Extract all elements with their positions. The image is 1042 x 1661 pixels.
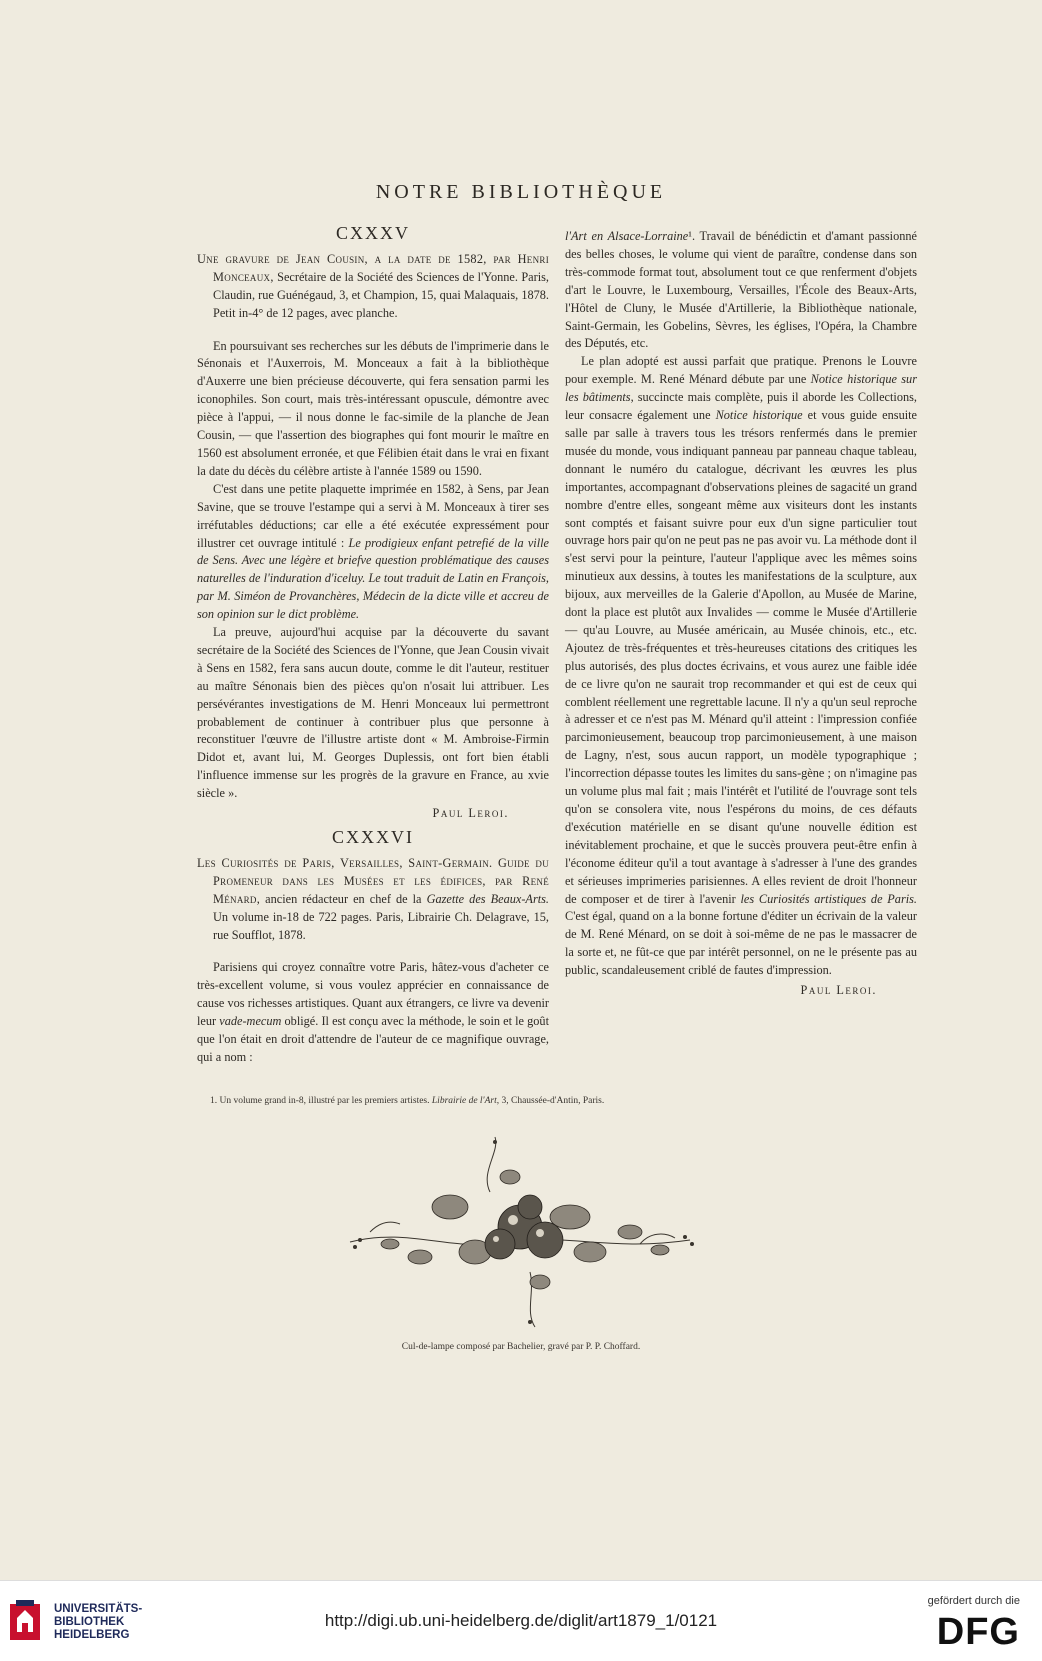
biblio-author: Une gravure de Jean Cousin, a la date de 1582, par Henri Monceaux, <box>197 251 549 284</box>
section-title: Notice historique <box>715 408 803 423</box>
paragraph <box>565 353 917 980</box>
signature: Paul Leroi. <box>800 983 877 998</box>
bibliographic-entry <box>197 251 549 323</box>
paragraph <box>565 228 917 353</box>
paragraph <box>197 959 549 1066</box>
biblio-author: Les Curiosités de Paris, Versailles, Saint-Germain. Guide du Promeneur dans les Musées et les édifices, par René Ménard, <box>197 855 549 906</box>
left-column <box>197 225 549 1067</box>
paragraph-text: ¹. Travail de bénédictin et d'amant passionné des belles choses, le volume qui vient de paraître, condense dans son très-commode format tout, absolument tout ce que renferment d'objets d'art le Louvre, le Luxembourg, Versailles, l'École des Beaux-Arts, l'Hôtel de Cluny, le Musée d'Artillerie, la Bibliothèque nationale, Saint-Germain, les Gobelins, Sèvres, les églises, l'Opéra, la Chambre des Députés, etc. <box>565 229 917 351</box>
right-column <box>565 228 917 1000</box>
illustration-caption: Cul-de-lampe composé par Bachelier, gravé par P. P. Choffard. <box>401 1342 641 1352</box>
bibliographic-entry <box>197 855 549 945</box>
library-footer <box>0 1580 1042 1661</box>
cul-de-lampe-illustration <box>330 1132 710 1330</box>
paragraph <box>197 481 549 624</box>
book-title: Le prodigieux enfant petrefié de la ville de Sens. Avec une légère et briefve question problématique des causes naturelles de l'induration d'iceluy. Le tout traduit de Latin en François, par M. Siméon de Provanchères, Médecin de la dicte ville et accreu de son opinion sur le dict problème. <box>197 535 549 622</box>
section-number: CXXXV <box>335 223 410 243</box>
footnote-publisher: Librairie de l'Art <box>431 1096 497 1106</box>
page-url-link[interactable]: http://digi.ub.uni-heidelberg.de/diglit/art1879_1/0121 <box>324 1611 718 1630</box>
paragraph: La preuve, aujourd'hui acquise par la découverte du savant secrétaire de la Société des Sciences de l'Yonne, que Jean Cousin vivait à Sens en 1582, fera sans aucun doute, comme le dit l'auteur, restituer au maître Sénonais bien des pièces qu'on n'osait lui attribuer. Les persévérantes investigations de M. Henri Monceaux lui permettront probablement de continuer à contribuer plus que personne à reconstituer l'œuvre de l'illustre artiste dont « M. Ambroise-Firmin Didot et, avant lui, M. Georges Duplessis, ont fort bien établi l'influence immense sur les progrès de la gravure en France, au xvie siècle ». <box>197 625 549 801</box>
signature: Paul Leroi. <box>432 806 509 821</box>
page-title: NOTRE BIBLIOTHÈQUE <box>375 181 667 203</box>
library-name-line: BIBLIOTHEK <box>54 1616 125 1628</box>
book-title: l'Art en Alsace-Lorraine <box>565 229 689 243</box>
paragraph-text: C'est égal, quand on a la bonne fortune d'éditer un écrivain de la valeur de M. René Ménard, on se doit à soi-même de ne pas le massacrer de la sorte et, ne fût-ce que par intérêt personnel, on ne le présente pas au public, scandaleusement criblé de fautes d'impression. <box>565 909 917 978</box>
biblio-details: Un volume in-18 de 722 pages. Paris, Librairie Ch. Delagrave, 15, rue Soufflot, 1878. <box>213 909 549 942</box>
paragraph-text: Parisiens qui croyez connaître votre Paris, hâtez-vous d'acheter ce très-excellent volume, si vous voulez apprécier en connaissance de cause vos richesses artistiques. Quant aux étrangers, ce livre va devenir leur <box>197 960 549 1029</box>
section-number: CXXXVI <box>332 827 414 847</box>
book-title: les Curiosités artistiques de Paris. <box>740 891 918 906</box>
library-name-line: UNIVERSITÄTS- <box>54 1603 143 1615</box>
biblio-details: Secrétaire de la Société des Sciences de l'Yonne. Paris, Claudin, rue Guénégaud, 3, et Champion, 15, quai Malaquais, 1878. Petit in-4° de 12 pages, avec planche. <box>213 269 549 320</box>
journal-title: Gazette des Beaux-Arts. <box>426 891 550 906</box>
paragraph: En poursuivant ses recherches sur les débuts de l'imprimerie dans le Sénonais et l'Auxerrois, M. Monceaux a fait à la bibliothèque d'Auxerre une bien précieuse découverte, qui fera sensation parmi les iconophiles. Son court, mais très-intéressant opuscule, démontre avec pièce à l'appui, — il nous donne le fac-simile de la planche de Jean Cousin, — que l'assertion des biographes qui font mourir le maître en 1560 est absolument erronée, et que Félibien était dans le vrai en fixant la date du décès du célèbre artiste à l'année 1589 ou 1590. <box>197 338 549 478</box>
paragraph-text: obligé. Il est conçu avec la méthode, le soin et le goût que l'on était en droit d'attendre de l'auteur de ce magnifique ouvrage, qui a nom : <box>197 1014 549 1064</box>
paragraph-text: C'est dans une petite plaquette imprimée en 1582, à Sens, par Jean Savine, que se trouve l'estampe qui a servi à M. Monceaux à tirer ses irréfutables déductions; car elle a été exécutée expressément pour illustrer cet ouvrage intitulé : <box>197 481 549 550</box>
biblio-details: ancien rédacteur en chef de la <box>265 891 422 906</box>
paragraph-text: et vous guide ensuite salle par salle à travers tous les trésors renfermés dans le premier musée du monde, vous indiquant panneau par panneau chaque tableau, donnant le numéro du catalogue, décrivant les œuvres les plus importantes, accompagnant d'observations pleines de sagacité un grand nombre d'entre elles, songeant même aux visiteurs dont les instants sont comptés et faisant suivre pour eux d'un signe particulier tout ouvrage hors pair qu'on ne peut pas ne pas avoir vu. La méthode dont il s'est servi pour la peinture, l'auteur l'applique avec les mêmes soins minutieux aux dessins, à toutes les manifestations de la sculpture, aux bijoux, aux merveilles de la Galerie d'Apollon, au Musée de Marine, dont la place est plutôt aux Invalides — comme le Musée d'Artillerie — qu'au Louvre, au Musée américain, au Musée chinois, etc., etc. Ajoutez de très-fréquentes et très-heureuses citations des critiques les plus autorisés, des plus doctes écrivains, et vous aurez une faible idée de ce livre qu'on ne saurait trop recommander et qui est de ceux qui comblent réellement une regrettable lacune. Il n'y a qu'un seul reproche à adresser et ce n'est pas M. Ménard qu'il atteint : l'impression confiée parcimonieusement, beaucoup trop parcimonieusement, à une maison de Lagny, n'est, sous aucun rapport, un modèle typographique ; l'incorrection dépasse toutes les limites du sans-gène ; on n'imagine pas un volume plus mal fait ; mais l'intérêt et l'utilité de l'ouvrage sont tels qu'on se consolera vite, nous l'espérons du moins, de ces défauts d'exécution matérielle en se disant qu'une nouvelle édition est inévitablement prochaine, et que le succès prouvera peut-être enfin à l'économe éditeur qu'il a tout avantage à s'adresser à l'une des grandes et sérieuses imprimeries parisiennes. A elles revient de droit l'honneur de composer et de tirer à l'avenir <box>565 408 918 906</box>
library-name-line: HEIDELBERG <box>54 1629 130 1641</box>
section-title: Notice historique sur les bâtiments <box>565 372 917 405</box>
footnote-text: 1. Un volume grand in-8, illustré par les premiers artistes. <box>210 1096 430 1106</box>
italic-term: vade-mecum <box>219 1014 282 1029</box>
paragraph-text: , succincte mais complète, puis il aborde les Collections, leur consacre également une <box>565 390 917 423</box>
funding-label: gefördert durch die <box>927 1595 1020 1607</box>
paragraph-text: Le plan adopté est aussi parfait que pratique. Prenons le Louvre pour exemple. M. René Ménard débute par une <box>565 354 917 387</box>
footnote-text: , 3, Chaussée-d'Antin, Paris. <box>496 1096 605 1106</box>
dfg-logo: DFG <box>936 1611 1020 1653</box>
footnote <box>210 1096 930 1106</box>
